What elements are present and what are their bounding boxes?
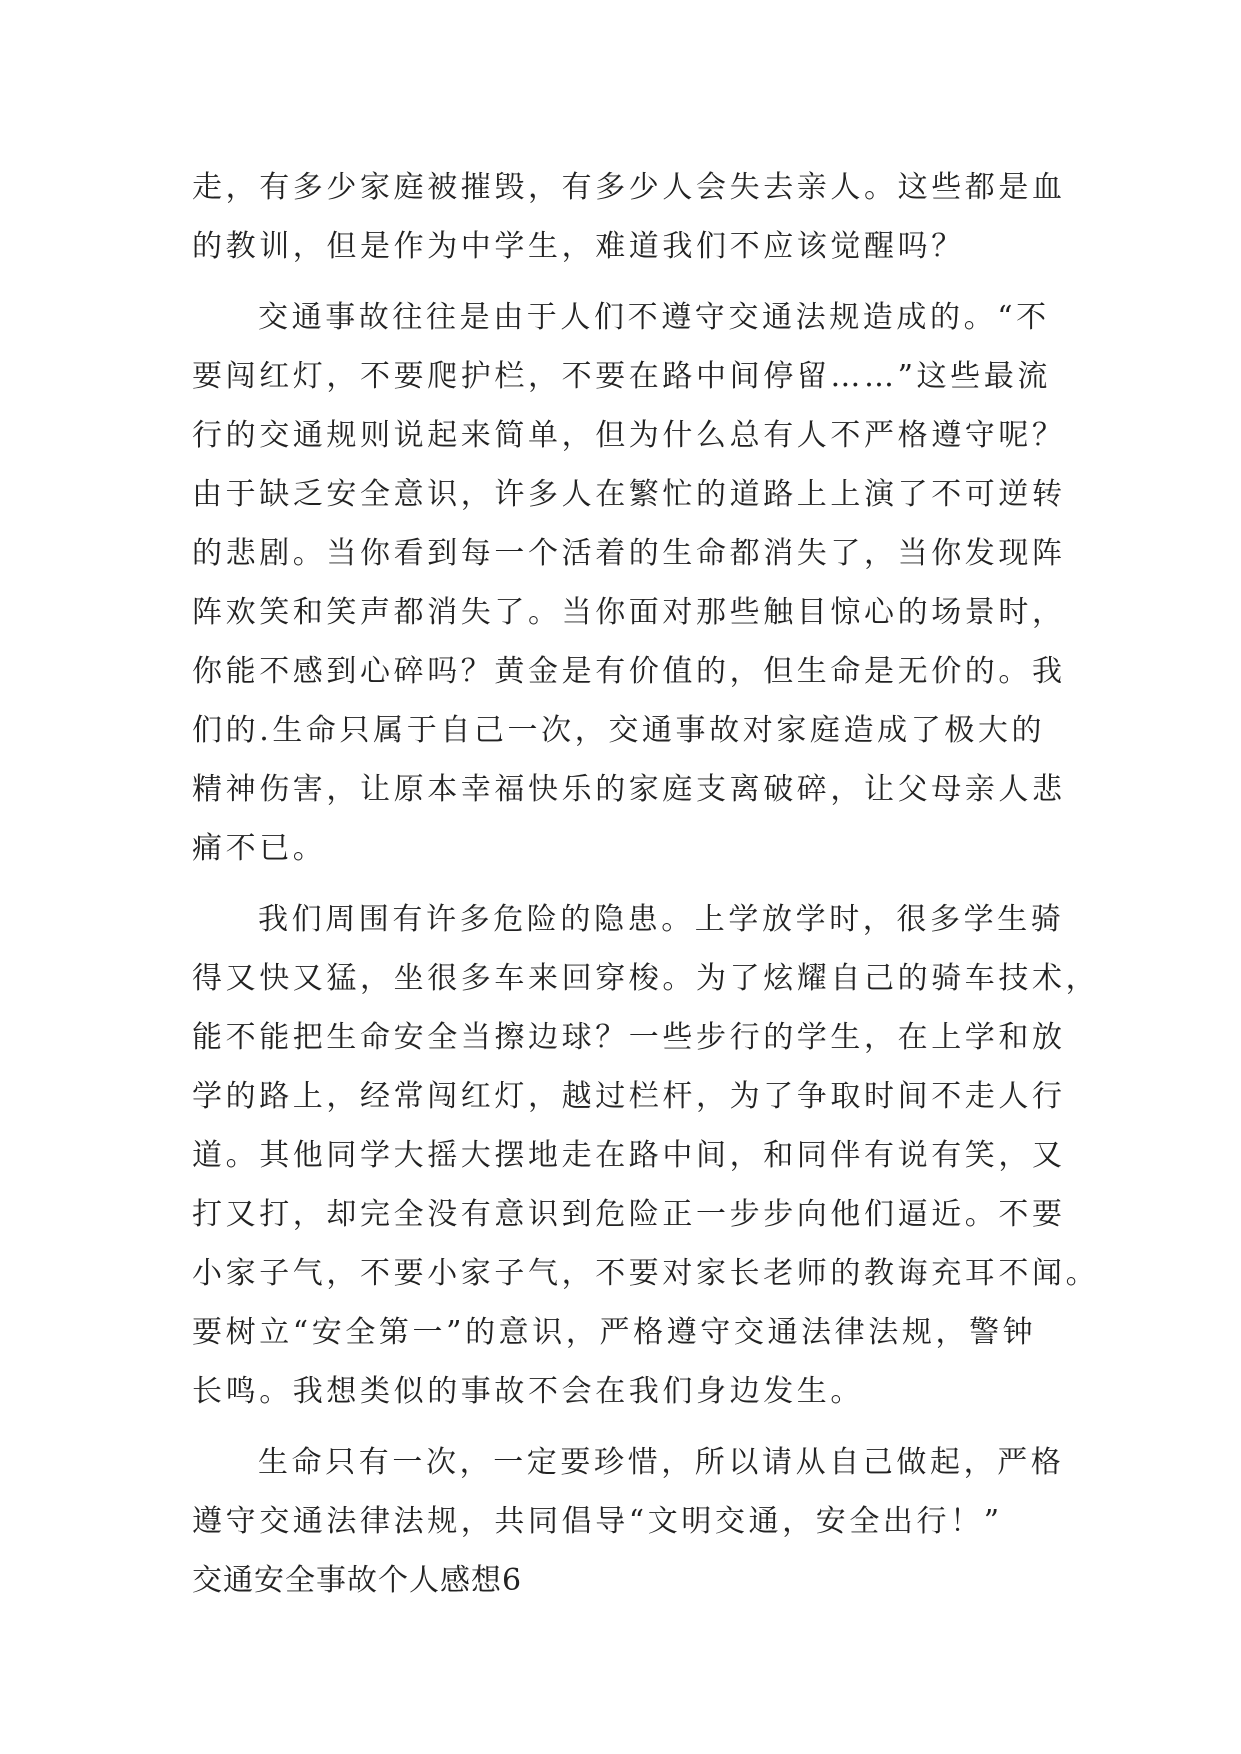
text-line: 痛不已。 [192, 831, 327, 866]
text-line: 打又打，却完全没有意识到危险正一步步向他们逼近。不要 [192, 1197, 1066, 1232]
text-line: 学的路上，经常闯红灯，越过栏杆，为了争取时间不走人行 [192, 1079, 1066, 1114]
text-line: 遵守交通法律法规，共同倡导“文明交通，安全出行！” [192, 1504, 1003, 1539]
text-line: 走，有多少家庭被摧毁，有多少人会失去亲人。这些都是血 [192, 170, 1066, 205]
paragraph [192, 890, 1100, 1421]
text-line: 长鸣。我想类似的事故不会在我们身边发生。 [192, 1374, 864, 1409]
text-line: 们的.生命只属于自己一次，交通事故对家庭造成了极大的 [192, 713, 1046, 748]
text-line: 的教训，但是作为中学生，难道我们不应该觉醒吗？ [192, 229, 965, 264]
text-line: 小家子气，不要小家子气，不要对家长老师的教诲充耳不闻。 [192, 1256, 1100, 1291]
paragraph [192, 1433, 1065, 1551]
text-line: 你能不感到心碎吗？黄金是有价值的，但生命是无价的。我 [192, 654, 1066, 689]
paragraph [192, 288, 1066, 878]
text-line: 得又快又猛，坐很多车来回穿梭。为了炫耀自己的骑车技术， [192, 961, 1100, 996]
document-body [192, 158, 1100, 1610]
text-line: 阵欢笑和笑声都消失了。当你面对那些触目惊心的场景时， [192, 595, 1066, 630]
text-line: 能不能把生命安全当擦边球？一些步行的学生，在上学和放 [192, 1020, 1066, 1055]
text-line: 我们周围有许多危险的隐患。上学放学时，很多学生骑 [258, 902, 1065, 937]
text-line: 要树立“安全第一”的意识，严格遵守交通法律法规，警钟 [192, 1315, 1037, 1350]
text-line: 道。其他同学大摇大摆地走在路中间，和同伴有说有笑，又 [192, 1138, 1066, 1173]
text-line: 行的交通规则说起来简单，但为什么总有人不严格遵守呢？ [192, 418, 1066, 453]
text-line: 精神伤害，让原本幸福快乐的家庭支离破碎，让父母亲人悲 [192, 772, 1066, 807]
text-line: 生命只有一次，一定要珍惜，所以请从自己做起，严格 [258, 1445, 1065, 1480]
text-line: 交通事故往往是由于人们不遵守交通法规造成的。“不 [258, 300, 1050, 335]
section-title: 交通安全事故个人感想6 [192, 1563, 523, 1598]
text-line: 的悲剧。当你看到每一个活着的生命都消失了，当你发现阵 [192, 536, 1066, 571]
text-line: 要闯红灯，不要爬护栏，不要在路中间停留……”这些最流 [192, 359, 1051, 394]
text-line: 由于缺乏安全意识，许多人在繁忙的道路上上演了不可逆转 [192, 477, 1066, 512]
paragraph [192, 158, 1066, 276]
